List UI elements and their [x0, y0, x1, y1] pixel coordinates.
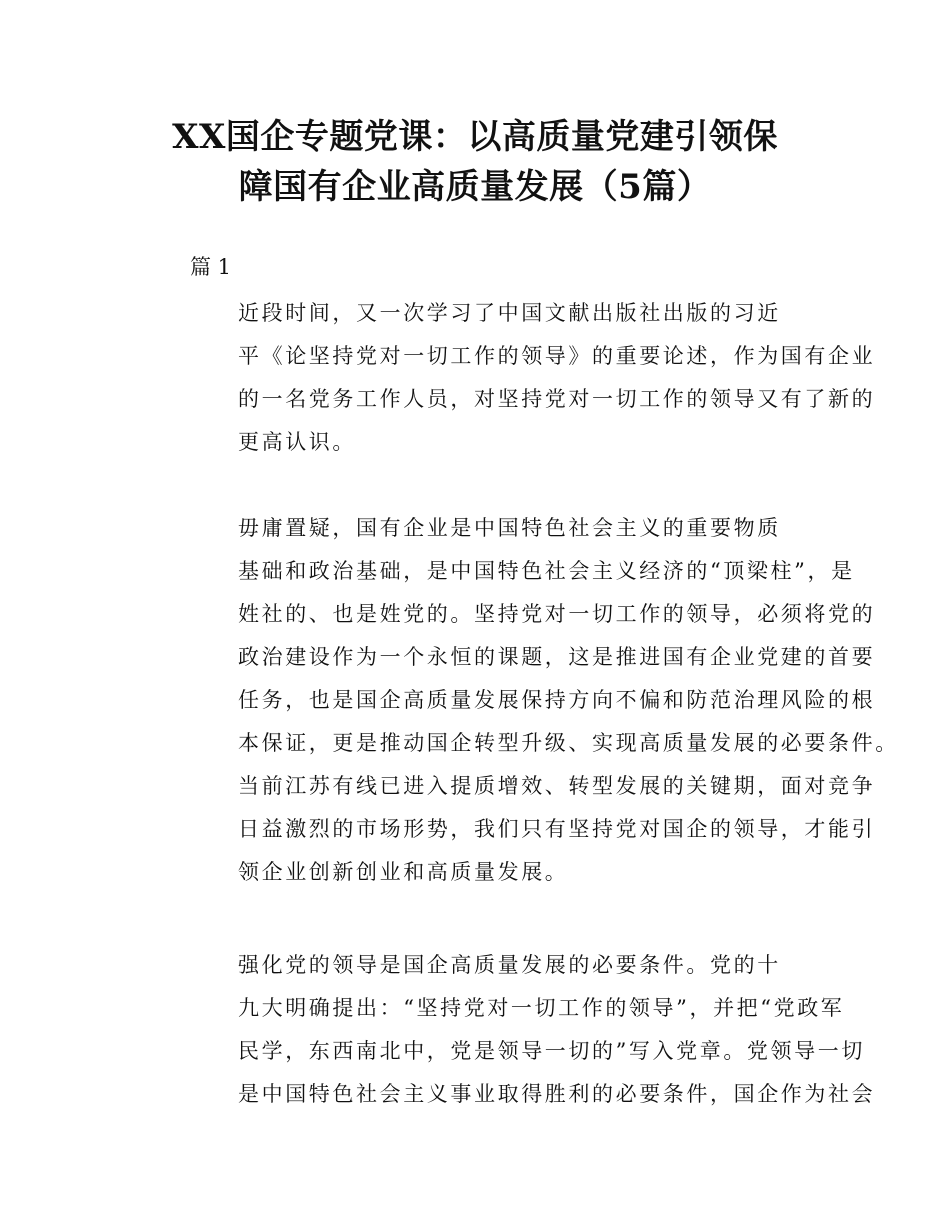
paragraph-line: 是中国特色社会主义事业取得胜利的必要条件，国企作为社会	[238, 1082, 876, 1106]
title-line: XX国企专题党课：以高质量党建引领保	[172, 117, 778, 157]
paragraph-line: 近段时间，又一次学习了中国文献出版社出版的习近	[238, 301, 781, 325]
paragraph-line: 基础和政治基础，是中国特色社会主义经济的“顶梁柱”，是	[238, 559, 855, 583]
paragraph-line: 政治建设作为一个永恒的课题，这是推进国有企业党建的首要	[238, 645, 876, 669]
paragraph-line: 领企业创新创业和高质量发展。	[238, 860, 569, 884]
paragraph-line: 的一名党务工作人员，对坚持党对一切工作的领导又有了新的	[238, 387, 876, 411]
paragraph-3	[140, 944, 876, 1116]
paragraph-line: 当前江苏有线已进入提质增效、转型发展的关键期，面对竞争	[238, 774, 876, 798]
title-line: 障国有企业高质量发展（5篇）	[238, 167, 712, 207]
paragraph-line: 九大明确提出：“坚持党对一切工作的领导”，并把“党政军	[238, 996, 845, 1020]
paragraph-line: 民学，东西南北中，党是领导一切的”写入党章。党领导一切	[238, 1039, 865, 1063]
paragraph-line: 强化党的领导是国企高质量发展的必要条件。党的十	[238, 953, 781, 977]
paragraph-line: 姓社的、也是姓党的。坚持党对一切工作的领导，必须将党的	[238, 602, 876, 626]
paragraph-line: 毋庸置疑，国有企业是中国特色社会主义的重要物质	[238, 516, 781, 540]
paragraph-line: 更高认识。	[238, 430, 356, 454]
paragraph-2	[140, 507, 899, 894]
document-title	[140, 112, 810, 212]
paragraph-line: 任务，也是国企高质量发展保持方向不偏和防范治理风险的根	[238, 688, 876, 712]
paragraph-1	[140, 292, 876, 464]
paragraph-line: 平《论坚持党对一切工作的领导》的重要论述，作为国有企业	[238, 344, 876, 368]
section-label: 篇 1	[190, 255, 232, 279]
paragraph-line: 本保证，更是推动国企转型升级、实现高质量发展的必要条件。	[238, 731, 899, 755]
paragraph-line: 日益激烈的市场形势，我们只有坚持党对国企的领导，才能引	[238, 817, 876, 841]
